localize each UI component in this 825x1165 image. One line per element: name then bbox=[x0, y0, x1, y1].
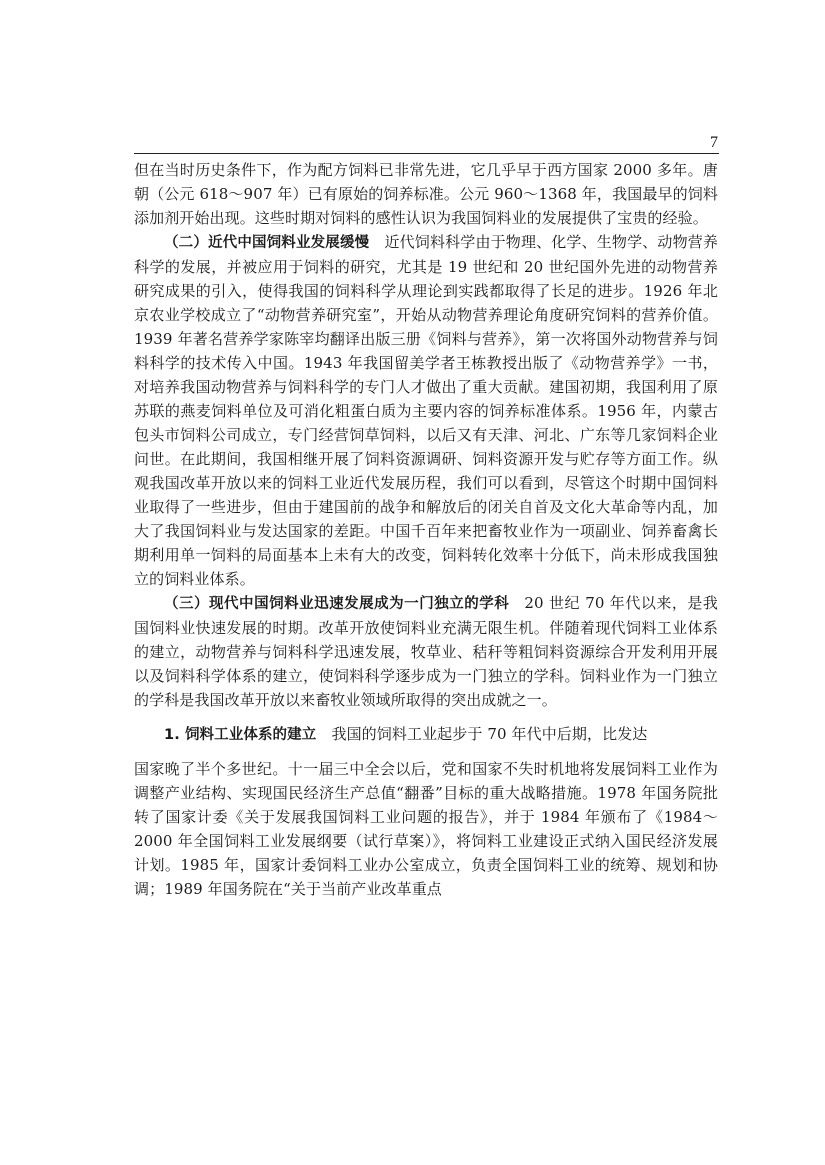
section-2-heading: （二）近代中国饲料业发展缓慢 bbox=[164, 235, 370, 251]
section-2-paragraph bbox=[134, 230, 718, 591]
section-3-paragraph bbox=[134, 591, 718, 712]
section-2-body: 近代饲料科学由于物理、化学、生物学、动物营养科学的发展，并被应用于饲料的研究，尤其是 19 世纪和 20 世纪国外先进的动物营养研究成果的引入，使得我国的饲料科学从理论到实践都取得了长足的进步。1926 年北京农业学校成立了“动物营养研究室”，开始从动物营养理论角度研究饲料的营养价值。1939 年著名营养学家陈宰均翻译出版三册《饲料与营养》，第一次将国外动物营养与饲料科学的技术传入中国。1943 年我国留美学者王栋教授出版了《动物营养学》一书，对培养我国动物营养与饲料科学的专门人才做出了重大贡献。建国初期，我国利用了原苏联的燕麦饲料单位及可消化粗蛋白质为主要内容的饲养标准体系。1956 年，内蒙古包头市饲料公司成立，专门经营饲草饲料，以后又有天津、河北、广东等几家饲料企业问世。在此期间，我国相继开展了饲料资源调研、饲料资源开发与贮存等方面工作。纵观我国改革开放以来的饲料工业近代发展历程，我们可以看到，尽管这个时期中国饲料业取得了一些进步，但由于建国前的战争和解放后的闭关自首及文化大革命等内乱，加大了我国饲料业与发达国家的差距。中国千百年来把畜牧业作为一项副业、饲养畜禽长期利用单一饲料的局面基本上未有大的改变，饲料转化效率十分低下，尚未形成我国独立的饲料业体系。 bbox=[134, 233, 719, 588]
section-4-body: 国家晚了半个多世纪。十一届三中全会以后，党和国家不失时机地将发展饲料工业作为调整产业结构、实现国民经济生产总值“翻番”目标的重大战略措施。1978 年国务院批转了国家计委《关于发展我国饲料工业问题的报告》，并于 1984 年颁布了《1984～2000 年全国饲料工业发展纲要（试行草案）》，将饲料工业建设正式纳入国民经济发展计划。1985 年，国家计委饲料工业办公室成立，负责全国饲料工业的统筹、规划和协调；1989 年国务院在“关于当前产业改革重点 bbox=[134, 760, 718, 898]
section-4-lead: 我国的饲料工业起步于 70 年代中后期，比发达 bbox=[331, 725, 648, 743]
header-rule bbox=[134, 153, 719, 154]
section-3-heading: （三）现代中国饲料业迅速发展成为一门独立的学科 bbox=[164, 596, 510, 612]
section-4-heading: 1. 饲料工业体系的建立 bbox=[164, 727, 317, 743]
page-number: 7 bbox=[710, 134, 718, 151]
body-text bbox=[134, 158, 718, 901]
paragraph-continued: 但在当时历史条件下，作为配方饲料已非常先进，它几乎早于西方国家 2000 多年。唐朝（公元 618～907 年）已有原始的饲养标准。公元 960～1368 年，我国最早的饲料添加剂开始出现。这些时期对饲料的感性认识为我国饲料业的发展提供了宝贵的经验。 bbox=[134, 161, 718, 227]
section-3-body: 20 世纪 70 年代以来，是我国饲料业快速发展的时期。改革开放使饲料业充满无限生机。伴随着现代饲料工业体系的建立，动物营养与饲料科学迅速发展，牧草业、秸秆等粗饲料资源综合开发利用开展以及饲料科学体系的建立，使饲料科学逐步成为一门独立的学科。饲料业作为一门独立的学科是我国改革开放以来畜牧业领域所取得的突出成就之一。 bbox=[134, 594, 718, 709]
section-4-heading-line bbox=[134, 722, 718, 747]
